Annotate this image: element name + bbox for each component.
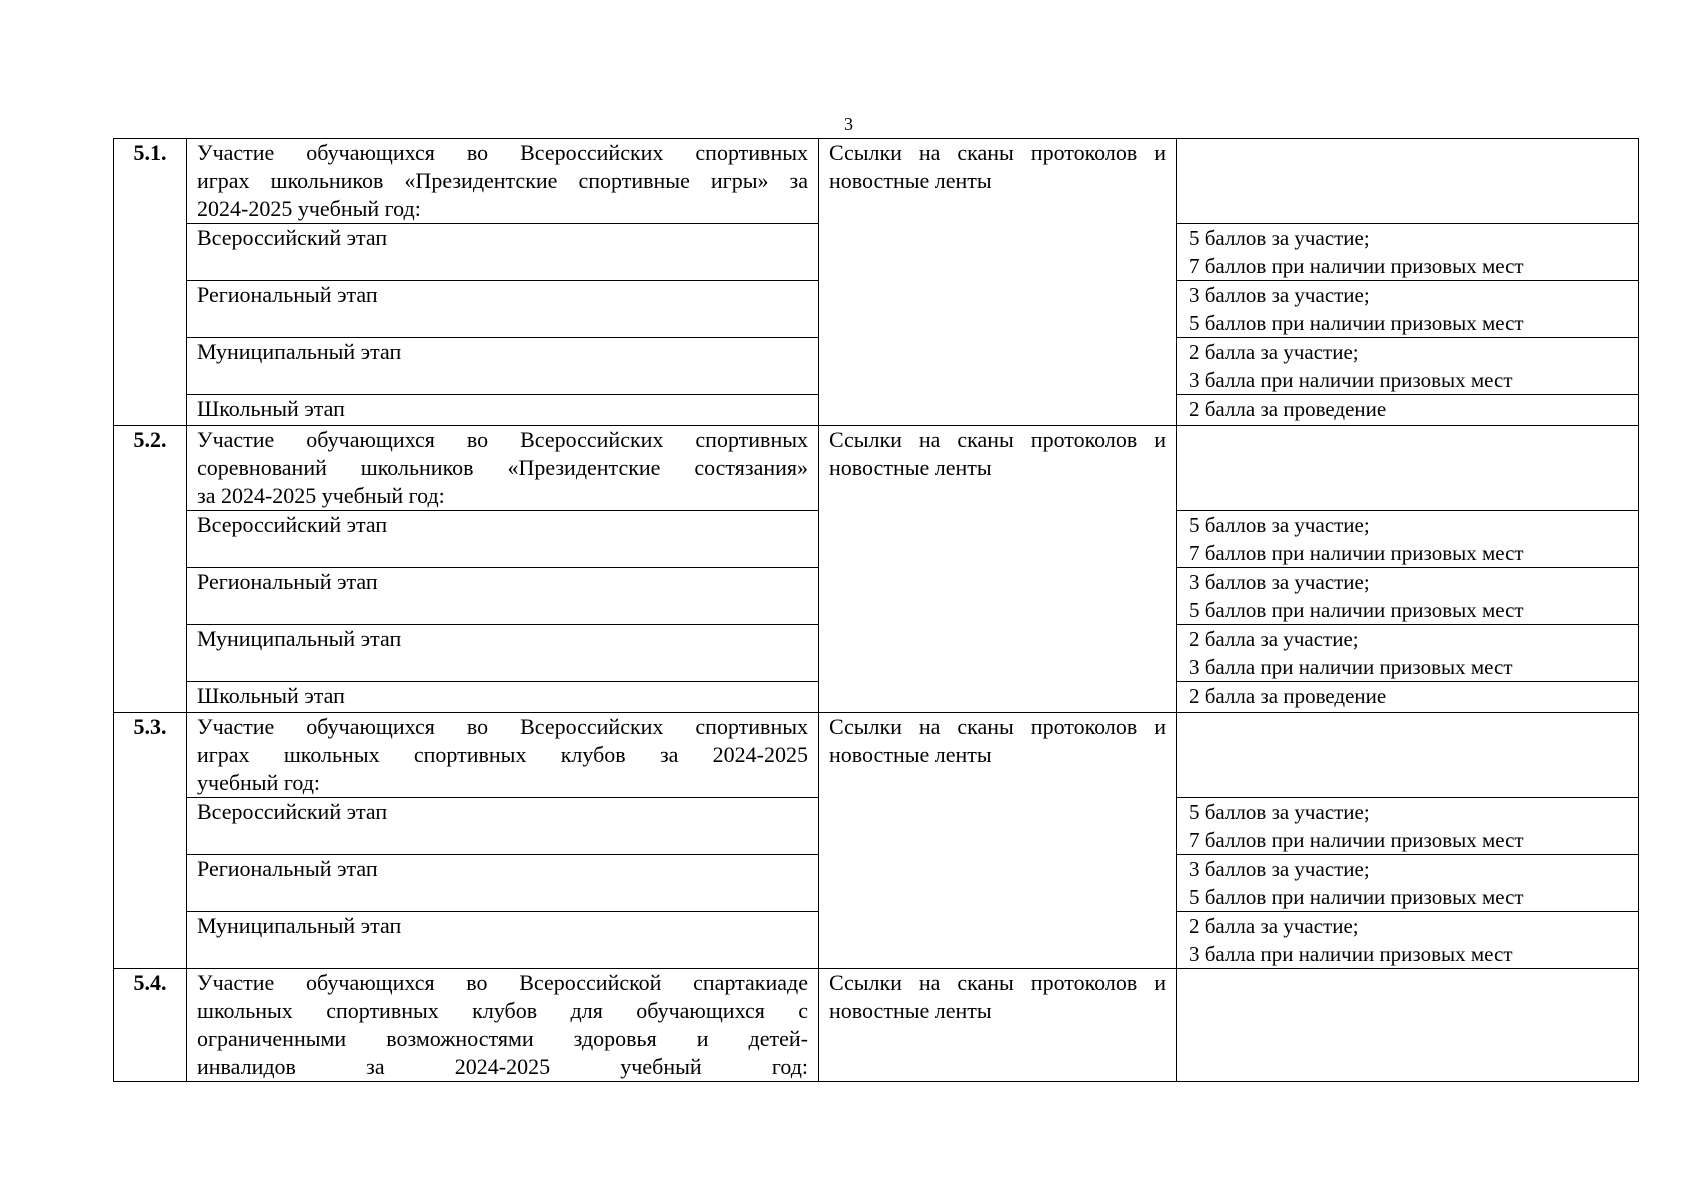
evidence-line: новостные ленты	[829, 168, 992, 193]
stage-score	[1177, 281, 1639, 338]
score-line: 5 баллов за участие;	[1189, 513, 1370, 537]
stage-name: Региональный этап	[187, 281, 819, 338]
score-line: 5 баллов за участие;	[1189, 800, 1370, 824]
section-header-row	[114, 713, 1639, 798]
stage-name: Муниципальный этап	[187, 338, 819, 395]
score-line: 5 баллов за участие;	[1189, 226, 1370, 250]
score-line: 3 балла при наличии призовых мест	[1189, 942, 1513, 966]
section-title-line: ограниченными возможностями здоровья и детей-	[197, 1026, 808, 1051]
table-body	[114, 139, 1639, 1082]
score-line: 5 баллов при наличии призовых мест	[1189, 311, 1524, 335]
evidence-line: Ссылки на сканы протоколов и	[829, 970, 1166, 995]
score-line: 7 баллов при наличии призовых мест	[1189, 541, 1524, 565]
stage-score	[1177, 682, 1639, 713]
score-line: 3 баллов за участие;	[1189, 857, 1370, 881]
score-cell-empty	[1177, 969, 1639, 1082]
evidence-line: Ссылки на сканы протоколов и	[829, 714, 1166, 739]
score-line: 3 балла при наличии призовых мест	[1189, 655, 1513, 679]
score-cell-empty	[1177, 426, 1639, 511]
stage-name: Всероссийский этап	[187, 798, 819, 855]
section-number: 5.4.	[114, 969, 187, 1082]
stage-score	[1177, 625, 1639, 682]
score-line: 7 баллов при наличии призовых мест	[1189, 828, 1524, 852]
section-title-line: играх школьников «Президентские спортивные игры» за	[197, 168, 808, 193]
criteria-table	[113, 138, 1639, 1082]
section-number: 5.1.	[114, 139, 187, 426]
section-number: 5.2.	[114, 426, 187, 713]
stage-score	[1177, 338, 1639, 395]
section-title-line: школьных спортивных клубов для обучающихся с	[197, 998, 808, 1023]
section-title-line: соревнований школьников «Президентские состязания»	[197, 455, 808, 480]
section-title-line: Участие обучающихся во Всероссийских спортивных	[197, 140, 808, 165]
evidence-line: Ссылки на сканы протоколов и	[829, 427, 1166, 452]
stage-score	[1177, 511, 1639, 568]
evidence-cell	[819, 139, 1177, 426]
score-line: 2 балла за участие;	[1189, 627, 1359, 651]
section-header-row	[114, 426, 1639, 511]
evidence-cell	[819, 969, 1177, 1082]
evidence-cell	[819, 426, 1177, 713]
evidence-line: новостные ленты	[829, 742, 992, 767]
evidence-line: новостные ленты	[829, 998, 992, 1023]
section-title-line: 2024-2025 учебный год:	[197, 196, 421, 221]
stage-name: Всероссийский этап	[187, 224, 819, 281]
evidence-line: новостные ленты	[829, 455, 992, 480]
score-line: 3 баллов за участие;	[1189, 283, 1370, 307]
score-line: 5 баллов при наличии призовых мест	[1189, 885, 1524, 909]
page-number: 3	[844, 114, 853, 134]
section-title-line: инвалидов за 2024-2025 учебный год:	[197, 1054, 808, 1079]
stage-score	[1177, 395, 1639, 426]
stage-name: Школьный этап	[187, 682, 819, 713]
section-title	[187, 139, 819, 224]
section-title-line: за 2024-2025 учебный год:	[197, 483, 445, 508]
section-title	[187, 426, 819, 511]
score-line: 2 балла за участие;	[1189, 340, 1359, 364]
stage-name: Школьный этап	[187, 395, 819, 426]
section-header-row	[114, 139, 1639, 224]
stage-name: Муниципальный этап	[187, 912, 819, 969]
stage-name: Муниципальный этап	[187, 625, 819, 682]
section-title-line: Участие обучающихся во Всероссийских спортивных	[197, 714, 808, 739]
section-title-line: играх школьных спортивных клубов за 2024-2025	[197, 742, 808, 767]
section-number: 5.3.	[114, 713, 187, 969]
evidence-cell	[819, 713, 1177, 969]
score-cell-empty	[1177, 713, 1639, 798]
stage-name: Региональный этап	[187, 568, 819, 625]
score-line: 2 балла за проведение	[1189, 684, 1387, 708]
score-line: 3 баллов за участие;	[1189, 570, 1370, 594]
stage-score	[1177, 912, 1639, 969]
score-line: 7 баллов при наличии призовых мест	[1189, 254, 1524, 278]
stage-score	[1177, 568, 1639, 625]
evidence-line: Ссылки на сканы протоколов и	[829, 140, 1166, 165]
section-header-row	[114, 969, 1639, 1082]
stage-name: Всероссийский этап	[187, 511, 819, 568]
section-title	[187, 713, 819, 798]
section-title-line: Участие обучающихся во Всероссийской спартакиаде	[197, 970, 808, 995]
stage-score	[1177, 798, 1639, 855]
score-line: 2 балла за проведение	[1189, 397, 1387, 421]
score-line: 3 балла при наличии призовых мест	[1189, 368, 1513, 392]
section-title-line: Участие обучающихся во Всероссийских спортивных	[197, 427, 808, 452]
stage-score	[1177, 855, 1639, 912]
stage-score	[1177, 224, 1639, 281]
score-cell-empty	[1177, 139, 1639, 224]
section-title	[187, 969, 819, 1082]
stage-name: Региональный этап	[187, 855, 819, 912]
score-line: 5 баллов при наличии призовых мест	[1189, 598, 1524, 622]
section-title-line: учебный год:	[197, 770, 320, 795]
score-line: 2 балла за участие;	[1189, 914, 1359, 938]
